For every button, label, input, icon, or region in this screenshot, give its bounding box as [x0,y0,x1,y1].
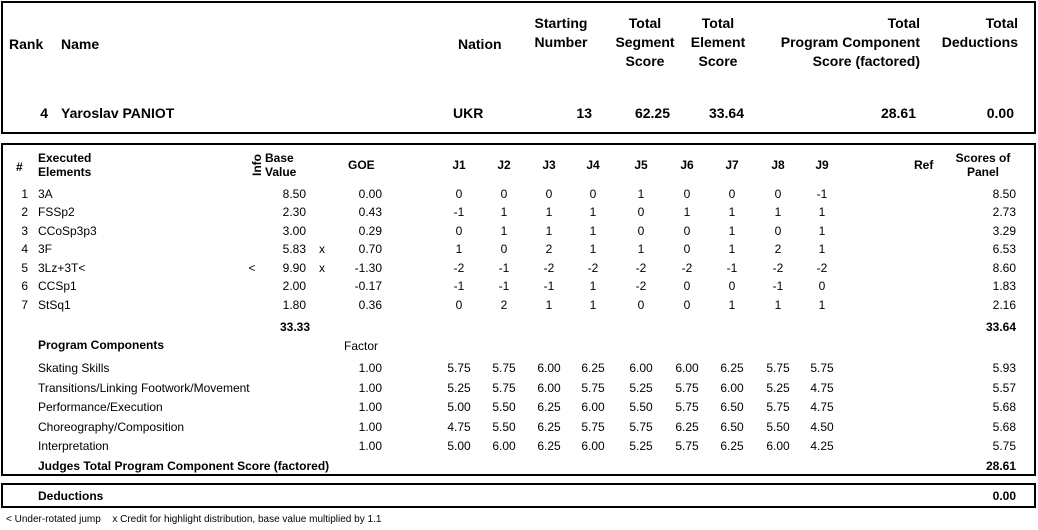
element-goe: 0.70 [358,242,382,256]
skater-name: Yaroslav PANIOT [61,105,175,121]
pc-judge-score: 6.25 [720,439,744,453]
element-panel-score: 8.50 [992,187,1016,201]
pc-judge-score: 6.00 [629,361,653,375]
element-name: 3F [38,242,53,256]
element-goe: 0.36 [358,298,382,312]
pc-panel-score: 5.75 [992,439,1016,453]
pc-judge-score: 6.25 [537,439,561,453]
pc-judge-score: 5.75 [810,361,834,375]
element-judge-score: 1 [728,205,736,219]
element-judge-score: -2 [635,261,647,275]
pc-judge-score: 5.00 [447,439,471,453]
element-judge-score: 1 [818,298,826,312]
element-judge-score: 0 [683,187,691,201]
element-goe: -1.30 [354,261,382,275]
pc-judge-score: 5.25 [766,381,790,395]
element-judge-score: 0 [818,279,826,293]
element-judge-score: 0 [589,187,597,201]
pc-name: Transitions/Linking Footwork/Movement [38,381,250,395]
element-num: 3 [21,224,28,238]
element-judge-score: 1 [683,205,691,219]
pc-judge-score: 5.50 [492,400,516,414]
element-judge-score: -1 [498,261,510,275]
pc-judge-score: 6.00 [675,361,699,375]
header-starting-number: Starting Number [534,15,588,50]
skater-rank: 4 [40,105,48,121]
element-x-mark: x [319,242,325,256]
element-judge-score: 0 [683,242,691,256]
element-judge-score: 1 [589,242,597,256]
pc-total-label: Judges Total Program Component Score (factored) [38,459,330,473]
element-judge-score: 1 [637,242,645,256]
pc-panel-score: 5.57 [992,381,1016,395]
judge-header-j9: J9 [815,158,829,172]
col-ref: Ref [914,158,934,172]
element-judge-score: 1 [455,242,463,256]
element-judge-score: 0 [455,298,463,312]
element-name: 3A [38,187,53,201]
judge-header-j8: J8 [771,158,785,172]
pc-judge-score: 6.25 [675,420,699,434]
header-rank: Rank [9,36,44,52]
element-judge-score: 0 [774,187,782,201]
element-judge-score: 1 [500,224,508,238]
col-num: # [16,160,23,174]
pc-judge-score: 5.75 [675,400,699,414]
element-goe: 0.29 [358,224,382,238]
pc-judge-score: 6.00 [537,381,561,395]
element-judge-score: 1 [545,205,553,219]
element-judge-score: 0 [774,224,782,238]
pc-judge-score: 6.25 [720,361,744,375]
element-judge-score: 2 [774,242,782,256]
pc-judge-score: 4.75 [810,400,834,414]
element-name: 3Lz+3T< [38,261,86,275]
element-judge-score: -2 [816,261,828,275]
element-base-value: 2.00 [282,279,306,293]
element-judge-score: -1 [453,279,465,293]
element-x-mark: x [319,261,325,275]
deductions-box [1,483,1036,508]
col-info: Info [250,154,264,176]
element-base-value: 3.00 [282,224,306,238]
header-total-program-component-score: Total Program Component Score (factored) [780,15,920,69]
element-panel-score: 2.16 [992,298,1016,312]
pc-judge-score: 5.75 [492,381,516,395]
element-judge-score: -1 [772,279,784,293]
judge-header-j4: J4 [586,158,600,172]
col-goe: GOE [348,158,375,172]
pc-panel-score: 5.93 [992,361,1016,375]
element-judge-score: -2 [543,261,555,275]
element-judge-score: 0 [683,279,691,293]
deductions-value: 0.00 [992,489,1016,503]
element-num: 1 [21,187,28,201]
pc-judge-score: 4.75 [447,420,471,434]
judge-header-j3: J3 [542,158,556,172]
pc-panel-score: 5.68 [992,420,1016,434]
factor-label: Factor [344,339,379,353]
skater-total-segment-score: 62.25 [634,105,670,121]
element-judge-score: 1 [545,298,553,312]
header-total-element-score: Total Element Score [690,15,746,69]
pc-judge-score: 6.00 [720,381,744,395]
pc-judge-score: 5.75 [675,381,699,395]
col-executed-elements: Executed Elements [38,151,92,179]
element-judge-score: -1 [498,279,510,293]
footnote [6,514,381,525]
skater-total-deductions: 0.00 [986,105,1014,121]
pc-judge-score: 6.00 [537,361,561,375]
element-panel-score: 6.53 [992,242,1016,256]
element-judge-score: 1 [818,242,826,256]
element-judge-score: 0 [683,298,691,312]
element-judge-score: -2 [635,279,647,293]
pc-judge-score: 6.50 [720,420,744,434]
pc-judge-score: 6.00 [766,439,790,453]
element-judge-score: -1 [816,187,828,201]
elements-total-panel: 33.64 [985,320,1016,334]
pc-judge-score: 4.50 [810,420,834,434]
element-base-value: 1.80 [282,298,306,312]
element-judge-score: 1 [774,298,782,312]
header-nation: Nation [458,36,502,52]
pc-judge-score: 5.50 [766,420,790,434]
element-judge-score: 1 [728,242,736,256]
element-base-value: 5.83 [282,242,306,256]
element-judge-score: 0 [637,224,645,238]
skater-starting-number: 13 [576,105,592,121]
element-info: < [248,261,256,275]
pc-judge-score: 4.75 [810,381,834,395]
pc-judge-score: 6.25 [537,420,561,434]
element-judge-score: 1 [500,205,508,219]
header-total-segment-score: Total Segment Score [615,15,675,69]
pc-judge-score: 6.50 [720,400,744,414]
footnote-x-symbol: x [112,514,118,525]
element-judge-score: -1 [726,261,738,275]
pc-judge-score: 5.75 [581,420,605,434]
element-judge-score: 0 [728,279,736,293]
pc-judge-score: 5.25 [629,381,653,395]
pc-judge-score: 6.25 [537,400,561,414]
element-judge-score: 1 [589,224,597,238]
element-judge-score: 1 [637,187,645,201]
element-judge-score: -2 [681,261,693,275]
judge-header-j7: J7 [725,158,739,172]
pc-judge-score: 6.00 [581,439,605,453]
pc-judge-score: 6.25 [581,361,605,375]
pc-factor: 1.00 [358,400,382,414]
pc-factor: 1.00 [358,381,382,395]
element-judge-score: 0 [637,298,645,312]
element-panel-score: 2.73 [992,205,1016,219]
pc-name: Choreography/Composition [38,420,185,434]
element-judge-score: 0 [500,187,508,201]
pc-judge-score: 5.25 [447,381,471,395]
skater-nation: UKR [453,105,484,121]
pc-name: Performance/Execution [38,400,163,414]
element-judge-score: -1 [453,205,465,219]
element-judge-score: 1 [589,205,597,219]
element-goe: 0.00 [358,187,382,201]
element-num: 2 [21,205,28,219]
elements-total-base: 33.33 [279,320,310,334]
element-panel-score: 3.29 [992,224,1016,238]
col-scores-of-panel: Scores of Panel [955,151,1011,179]
footnote-under-text: Under-rotated jump [14,514,101,525]
pc-judge-score: 5.75 [629,420,653,434]
element-num: 6 [21,279,28,293]
element-judge-score: 0 [500,242,508,256]
skater-total-program-component-score: 28.61 [880,105,916,121]
pc-total-value: 28.61 [985,459,1016,473]
element-judge-score: 0 [455,187,463,201]
element-num: 7 [21,298,28,312]
pc-judge-score: 5.00 [447,400,471,414]
pc-factor: 1.00 [358,439,382,453]
judge-header-j1: J1 [452,158,466,172]
element-panel-score: 1.83 [992,279,1016,293]
pc-judge-score: 6.00 [581,400,605,414]
element-name: CCoSp3p3 [38,224,97,238]
col-base-value: Base Value [265,151,297,179]
judge-header-j5: J5 [634,158,648,172]
element-judge-score: 1 [545,224,553,238]
element-judge-score: 0 [455,224,463,238]
element-judge-score: 2 [500,298,508,312]
element-num: 4 [21,242,28,256]
element-judge-score: 1 [728,298,736,312]
footnote-under-symbol: < [6,514,12,525]
pc-judge-score: 5.75 [675,439,699,453]
element-judge-score: 0 [637,205,645,219]
pc-factor: 1.00 [358,420,382,434]
header-total-deductions: Total Deductions [941,15,1018,50]
element-base-value: 8.50 [282,187,306,201]
element-goe: 0.43 [358,205,382,219]
pc-panel-score: 5.68 [992,400,1016,414]
deductions-label: Deductions [38,489,104,503]
element-judge-score: 1 [818,224,826,238]
element-name: CCSp1 [38,279,77,293]
pc-judge-score: 5.75 [581,381,605,395]
element-base-value: 9.90 [282,261,306,275]
element-name: StSq1 [38,298,71,312]
program-components-title: Program Components [38,338,165,352]
element-base-value: 2.30 [282,205,306,219]
pc-judge-score: 5.25 [629,439,653,453]
element-judge-score: 1 [589,298,597,312]
pc-judge-score: 5.50 [629,400,653,414]
element-goe: -0.17 [354,279,382,293]
element-judge-score: 1 [728,224,736,238]
footnote-x-text: Credit for highlight distribution, base value multiplied by 1.1 [120,514,382,525]
element-judge-score: -2 [453,261,465,275]
pc-name: Skating Skills [38,361,110,375]
element-judge-score: 1 [589,279,597,293]
element-judge-score: 1 [774,205,782,219]
header-name: Name [61,36,100,52]
pc-judge-score: 4.25 [810,439,834,453]
element-judge-score: 0 [728,187,736,201]
element-judge-score: 1 [818,205,826,219]
pc-judge-score: 5.75 [766,400,790,414]
pc-judge-score: 5.75 [447,361,471,375]
judge-header-j6: J6 [680,158,694,172]
judge-header-j2: J2 [497,158,511,172]
element-judge-score: -1 [543,279,555,293]
pc-judge-score: 5.50 [492,420,516,434]
element-num: 5 [21,261,28,275]
element-judge-score: 0 [683,224,691,238]
element-judge-score: -2 [587,261,599,275]
element-judge-score: 0 [545,187,553,201]
pc-judge-score: 6.00 [492,439,516,453]
pc-judge-score: 5.75 [492,361,516,375]
skater-total-element-score: 33.64 [708,105,744,121]
pc-name: Interpretation [38,439,109,453]
pc-judge-score: 5.75 [766,361,790,375]
element-judge-score: -2 [772,261,784,275]
element-name: FSSp2 [38,205,75,219]
element-panel-score: 8.60 [992,261,1016,275]
element-judge-score: 2 [545,242,553,256]
pc-factor: 1.00 [358,361,382,375]
